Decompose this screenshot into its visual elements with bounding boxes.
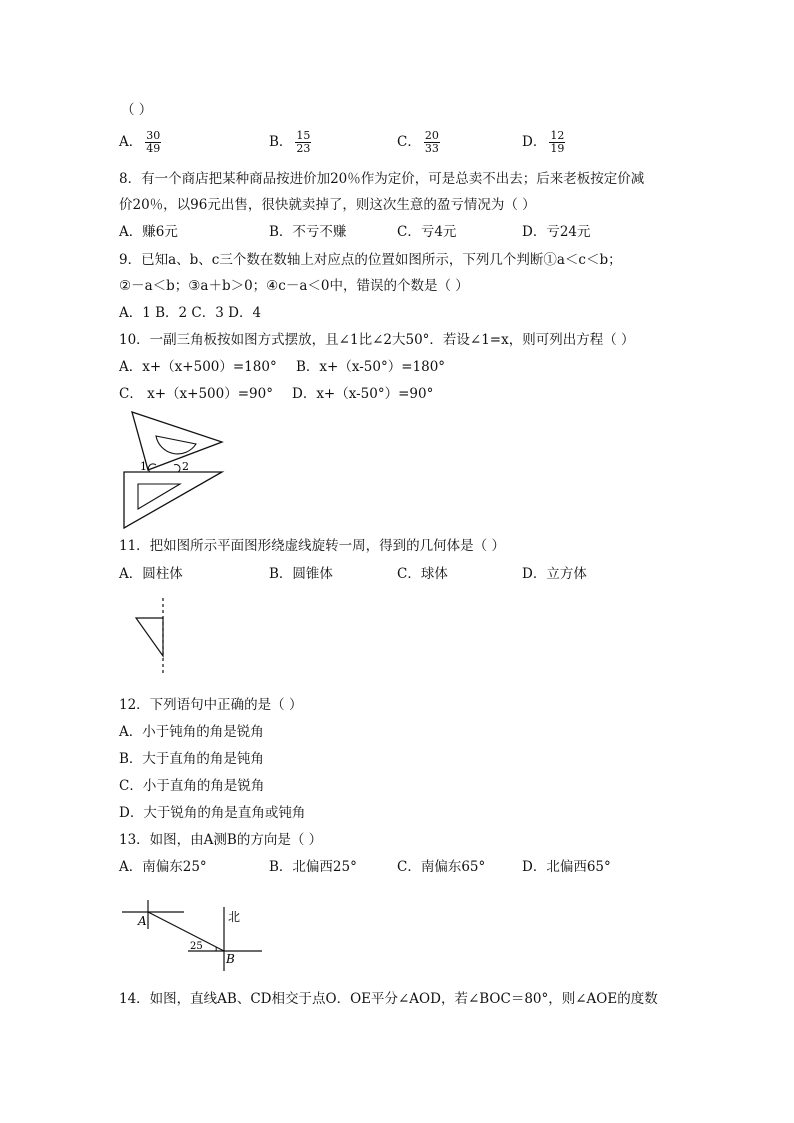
q8-stem-line1: 8．有一个商店把某种商品按进价加20％作为定价，可是总卖不出去；后来老板按定价减 [119,171,645,187]
option-letter: B． [269,134,293,150]
q13-option-a: A．南偏东25° [119,859,207,875]
q13-stem: 13．如图，由A测B的方向是（ ） [119,832,323,848]
q10-option-c: C． x+（x+500）=90° [119,386,273,402]
option-letter: D． [522,134,547,150]
q7-paren: （ ） [121,102,153,118]
q8-option-a: A．赚6元 [119,224,178,240]
q7-option-c [397,130,440,155]
angle-value-label: 25 [190,941,203,952]
fraction [295,130,311,155]
fraction [424,130,440,155]
denominator: 23 [296,142,311,155]
q7-option-b [269,130,311,155]
angle-2-arc [174,464,180,472]
q8-option-c: C．亏4元 [397,224,457,240]
q12-option-c: C．小于直角的角是锐角 [119,778,265,794]
denominator: 49 [146,142,161,155]
q7-option-a [119,130,161,155]
option-letter: A． [119,134,143,150]
q10-option-d: D．x+（x-50°）=90° [292,386,434,402]
point-a-label: A [138,914,147,928]
q11-rotation-figure [130,598,170,678]
q11-option-a: A．圆柱体 [119,566,183,582]
q10-triangle-figure [118,410,228,532]
numerator: 20 [424,129,439,142]
q8-stem-line2: 价20％，以96元出售，很快就卖掉了，则这次生意的盈亏情况为（ ） [119,197,536,213]
lower-set-square [124,472,222,528]
fraction [549,130,565,155]
q7-option-d [522,130,565,155]
upper-set-square-cutout [156,436,196,454]
q10-option-b: B．x+（x-50°）=180° [296,359,446,375]
q9-options: A．1 B．2 C．3 D．4 [119,305,262,321]
point-b-label: B [226,952,235,966]
q12-option-d: D．大于锐角的角是直角或钝角 [119,805,306,821]
q9-stem-line2: ②－a＜b；③a＋b＞0；④c－a＜0中，错误的个数是（ ） [119,278,469,294]
q11-stem: 11．把如图所示平面图形绕虚线旋转一周，得到的几何体是（ ） [119,538,505,554]
q13-option-c: C．南偏东65° [397,859,486,875]
q12-option-a: A．小于钝角的角是锐角 [119,724,264,740]
q11-option-b: B．圆锥体 [269,566,333,582]
numerator: 12 [550,129,565,142]
fraction [145,130,161,155]
line-a-to-b [148,912,224,951]
q13-option-b: B．北偏西25° [269,859,357,875]
q14-stem: 14．如图，直线AB、CD相交于点O．OE平分∠AOD，若∠BOC＝80°，则∠AOE的度数 [119,991,658,1007]
option-letter: C． [397,134,421,150]
numerator: 15 [296,129,311,142]
numerator: 30 [146,129,161,142]
q12-stem: 12．下列语句中正确的是（ ） [119,697,303,713]
right-triangle-shape [136,618,163,656]
denominator: 33 [424,142,439,155]
q10-option-a: A．x+（x+500）=180° [119,359,277,375]
denominator: 19 [550,142,565,155]
q13-option-d: D．北偏西65° [522,859,611,875]
q10-stem: 10．一副三角板按如图方式摆放，且∠1比∠2大50°．若设∠1=x，则可列出方程（ ） [119,332,635,348]
q8-option-b: B．不亏不赚 [269,224,347,240]
angle-2-label: 2 [182,460,189,473]
q12-option-b: B．大于直角的角是钝角 [119,751,264,767]
north-label: 北 [228,910,241,924]
q11-option-d: D．立方体 [522,566,587,582]
q8-option-d: D．亏24元 [522,224,591,240]
q9-stem-line1: 9．已知a、b、c三个数在数轴上对应点的位置如图所示，下列几个判断①a＜c＜b； [119,252,622,268]
lower-set-square-cutout [138,484,180,509]
q11-option-c: C．球体 [397,566,448,582]
angle-1-label: 1 [140,460,147,473]
q13-direction-figure [118,895,268,975]
